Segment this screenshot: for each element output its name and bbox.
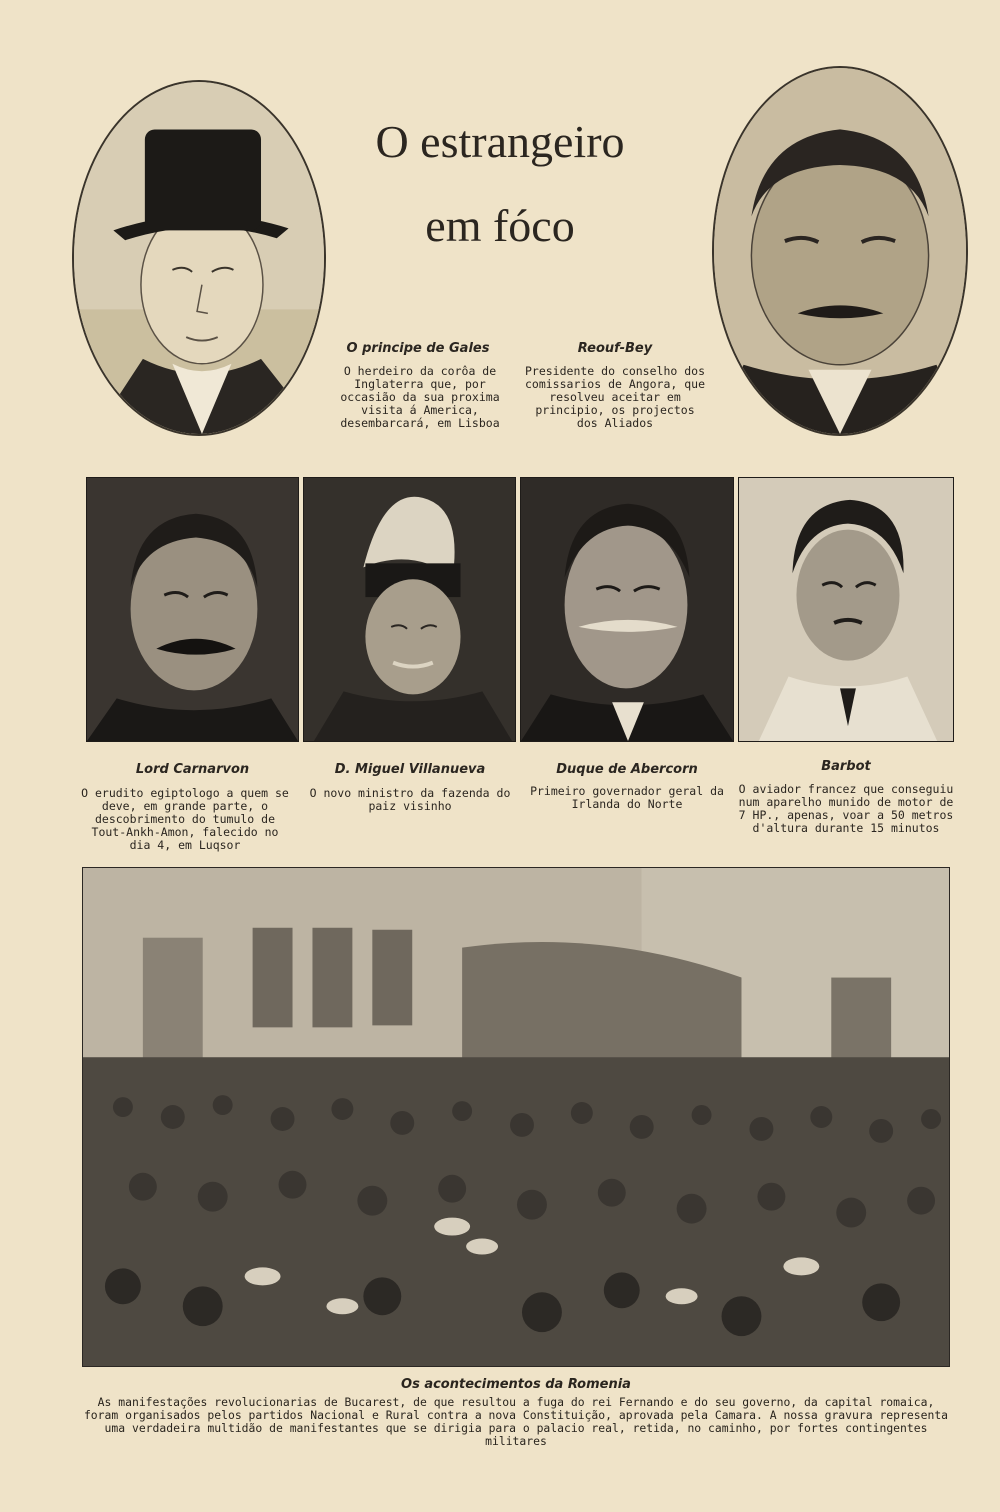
photo-lord-carnarvon xyxy=(86,477,299,742)
photo-bucarest-crowd xyxy=(82,867,950,1367)
caption-text-villanueva: O novo ministro da fazenda do paiz visinho xyxy=(309,786,511,813)
title-line-1: O estrangeiro xyxy=(375,116,625,167)
photo-barbot xyxy=(738,477,954,742)
caption-text-principe: O herdeiro da corôa de Inglaterra que, por occasião da sua proxima visita á America, desembarcará, em Lisboa xyxy=(340,364,500,430)
photo-duque-de-abercorn xyxy=(520,477,734,742)
caption-text-abercorn: Primeiro governador geral da Irlanda do Norte xyxy=(530,784,724,811)
caption-text-reouf-bey: Presidente do conselho dos comissarios de Angora, que resolveu aceitar em principio, os projectos dos Aliados xyxy=(524,364,705,430)
caption-name-reouf-bey: Reouf-Bey xyxy=(577,341,653,356)
caption-name-villanueva: D. Miguel Villanueva xyxy=(334,762,486,777)
portrait-principe-de-gales xyxy=(72,80,326,436)
photo-miguel-villanueva xyxy=(303,477,516,742)
caption-text-carnarvon: O erudito egiptologo a quem se deve, em grande parte, o descobrimento do tumulo de Tout-Ankh-Amon, falecido no dia 4, em Luqsor xyxy=(81,786,289,852)
caption-text-barbot: O aviador francez que conseguiu num aparelho munido de motor de 7 HP., apenas, voar a 50 metros d'altura durante 15 minutos xyxy=(738,782,954,835)
portrait-reouf-bey xyxy=(712,66,968,436)
caption-name-principe: O principe de Gales xyxy=(346,341,490,356)
caption-name-abercorn: Duque de Abercorn xyxy=(556,762,698,777)
main-photo-title: Os acontecimentos da Romenia xyxy=(401,1377,631,1392)
caption-name-barbot: Barbot xyxy=(821,759,871,774)
page-title xyxy=(330,100,670,268)
caption-name-carnarvon: Lord Carnarvon xyxy=(135,762,250,777)
main-photo-caption: As manifestações revolucionarias de Bucarest, de que resultou a fuga do rei Fernando e do seu governo, da capital romaica, foram organisados pelos partidos Nacional e Rural contra a nova Constituição, aprovada pela Camara. A nossa gravura representa uma verdadeira multidão de manifestantes que se dirigia para o palacio real, retida, no caminho, por fortes contingentes militares xyxy=(83,1395,949,1448)
title-line-2: em fóco xyxy=(425,200,575,251)
